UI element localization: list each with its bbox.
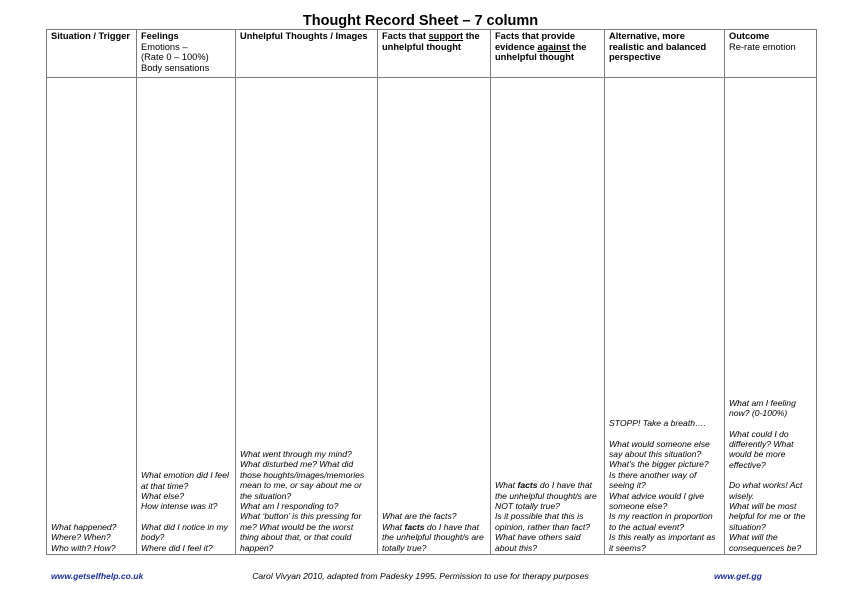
column-subtitle-line: Body sensations — [141, 62, 210, 73]
prompt-text — [495, 480, 600, 511]
column-header-facts-support — [378, 30, 491, 78]
column-subtitle: Re-rate emotion — [729, 41, 796, 52]
cell-feelings[interactable] — [137, 78, 236, 555]
prompt-text: What will the consequences be? — [729, 532, 802, 553]
prompt-text: Where? When? — [51, 532, 111, 543]
column-subtitle-line: (Rate 0 – 100%) — [141, 52, 209, 62]
spacer — [141, 512, 231, 522]
column-header-feelings — [137, 30, 236, 78]
prompt-part: What — [495, 480, 518, 491]
column-header-outcome — [725, 30, 817, 78]
prompt-bold-word: facts — [517, 480, 538, 491]
cell-facts-against[interactable] — [491, 78, 605, 555]
prompt-text: What will be most helpful for me or the situation? — [729, 500, 806, 532]
cell-alternative[interactable] — [605, 78, 725, 555]
footer-website-link[interactable]: www.getselfhelp.co.uk — [51, 571, 144, 581]
column-header-unhelpful-thoughts — [236, 30, 378, 78]
column-header-facts-against — [491, 30, 605, 78]
thought-record-table — [46, 29, 817, 555]
title-underlined-word: support — [428, 31, 464, 41]
prompt-text — [382, 522, 486, 553]
column-subtitle-line: Emotions – — [141, 41, 188, 52]
prompt-text: Who with? How? — [51, 542, 116, 553]
header-row — [47, 30, 817, 78]
prompt-part: What — [382, 521, 405, 532]
spacer — [729, 419, 812, 429]
column-title: Alternative, more realistic and balanced perspective — [609, 31, 707, 62]
prompt-text: What would someone else say about this situation? — [609, 438, 710, 459]
spacer — [729, 470, 812, 480]
cell-situation[interactable] — [47, 78, 137, 555]
footer-site-link[interactable]: www.get.gg — [714, 571, 762, 581]
prompt-text: What could I do differently? What would be more effective? — [729, 428, 794, 470]
prompt-text: What am I responding to? — [240, 500, 339, 511]
title-part: the unhelpful thought — [495, 41, 587, 62]
prompt-text: What else? — [141, 490, 184, 501]
prompt-text: Where did I feel it? — [141, 542, 213, 553]
footer-credit: Carol Vivyan 2010, adapted from Padesky 1995. Permission to use for therapy purposes — [252, 571, 589, 581]
prompt-text: What happened? — [51, 521, 117, 532]
prompt-text: What emotion did I feel at that time? — [141, 470, 229, 491]
prompt-text: What have others said about this? — [495, 532, 581, 553]
prompt-text: What ‘button’ is this pressing for me? What would be the worst thing about that, or that could happen? — [240, 511, 362, 553]
prompt-text: How intense was it? — [141, 501, 218, 512]
column-header-situation — [47, 30, 137, 78]
cell-facts-support[interactable] — [378, 78, 491, 555]
column-title: Feelings — [141, 31, 179, 41]
cell-unhelpful-thoughts[interactable] — [236, 78, 378, 555]
prompt-text: Do what works! Act wisely. — [729, 480, 803, 501]
column-title: Situation / Trigger — [51, 31, 131, 41]
prompt-text: What went through my mind? — [240, 448, 352, 459]
prompt-text: What advice would I give someone else? — [609, 490, 705, 511]
prompt-text: What’s the bigger picture? — [609, 459, 709, 470]
entry-row — [47, 78, 817, 555]
page-title: Thought Record Sheet – 7 column — [302, 13, 539, 29]
title-part: the unhelpful thought — [382, 31, 480, 52]
title-part: Facts that — [382, 31, 429, 41]
prompt-bold-word: facts — [404, 521, 425, 532]
column-title: Outcome — [729, 31, 770, 41]
title-part: Facts that provide evidence — [495, 31, 576, 52]
column-title — [382, 31, 480, 52]
prompt-text: Is my reaction in proportion to the actual event? — [609, 511, 713, 532]
prompt-text: What are the facts? — [382, 511, 457, 522]
cell-outcome[interactable] — [725, 78, 817, 555]
column-title — [495, 31, 586, 62]
spacer — [609, 429, 720, 439]
prompt-part: do I have that the unhelpful thought/s are NOT totally true? — [495, 480, 597, 511]
prompt-text: Is this really as important as it seems? — [609, 532, 716, 553]
prompt-text: Is it possible that this is opinion, rather than fact? — [495, 511, 591, 532]
column-title: Unhelpful Thoughts / Images — [240, 31, 368, 41]
prompt-text: Is there another way of seeing it? — [609, 469, 697, 491]
prompt-text: What am I feeling now? (0-100%) — [729, 397, 796, 419]
title-underlined-word: against — [537, 41, 570, 52]
prompt-text: What did I notice in my body? — [141, 521, 228, 543]
column-header-alternative — [605, 30, 725, 78]
prompt-part: do I have that the unhelpful thought/s are totally true? — [382, 521, 484, 553]
prompt-text: STOPP! Take a breath…. — [609, 418, 706, 429]
prompt-text: What disturbed me? What did those houghts/images/memories mean to me, or say about me or the situation? — [240, 459, 365, 501]
